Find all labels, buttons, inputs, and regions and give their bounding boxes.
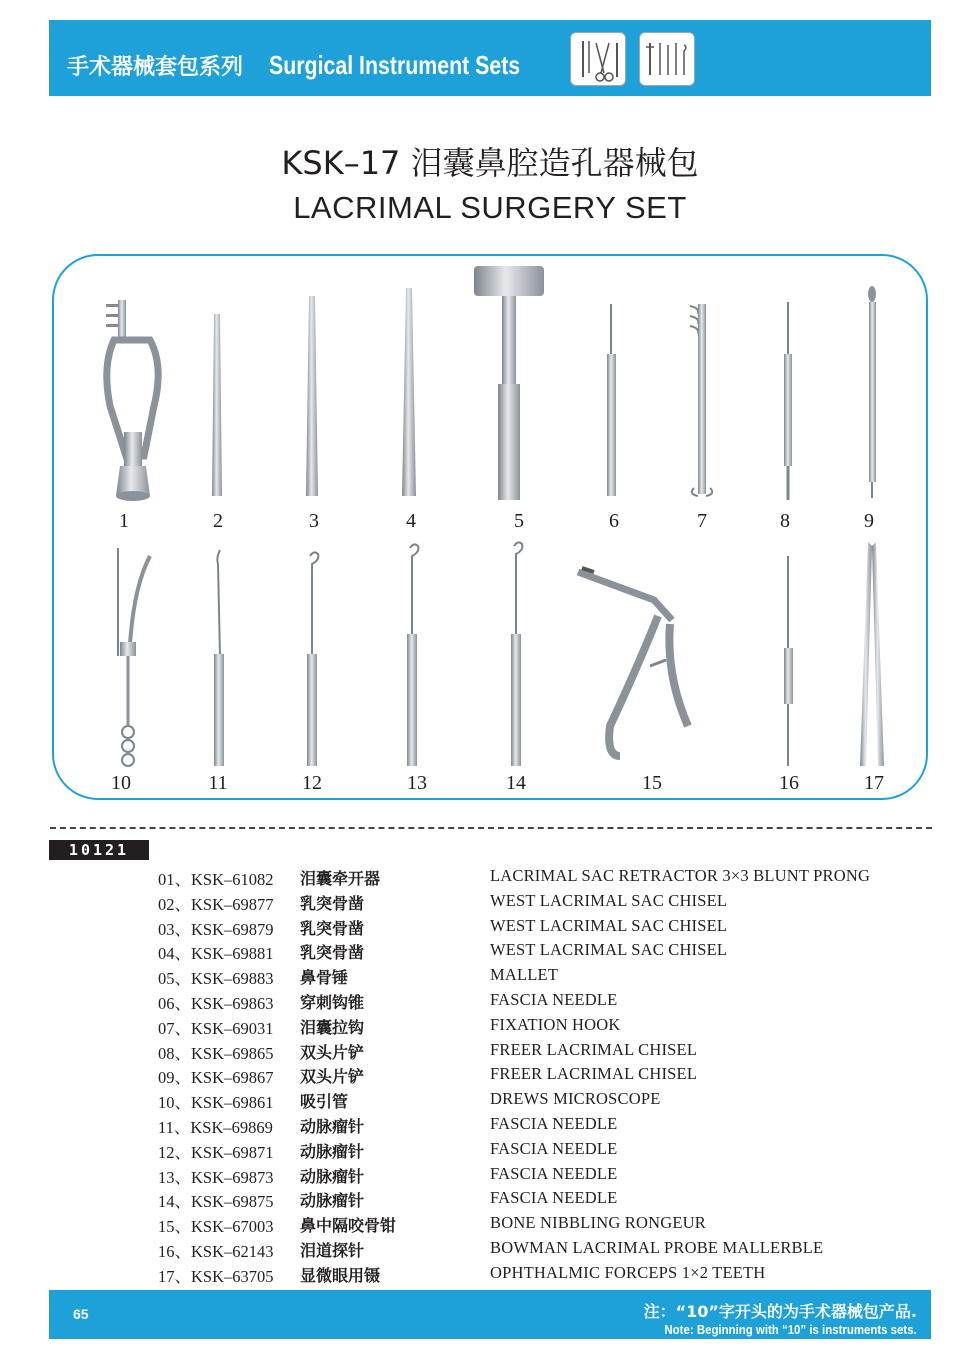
item-code: 11、KSK–69869 (158, 1117, 273, 1137)
figure-number: 5 (514, 510, 524, 532)
item-name-cn: 泪囊牵开器 (300, 869, 381, 888)
item-code: 02、KSK–69877 (158, 894, 274, 914)
instrument-1-retractor (106, 300, 158, 501)
item-name-en: FASCIA NEEDLE (490, 989, 618, 1009)
item-name-en: OPHTHALMIC FORCEPS 1×2 TEETH (490, 1262, 766, 1282)
list-item (158, 1263, 948, 1288)
list-item (158, 990, 948, 1015)
instrument-4-chisel (402, 288, 416, 496)
instrument-10-drews-suction (118, 548, 150, 766)
figure-number: 3 (309, 510, 319, 532)
item-name-en: WEST LACRIMAL SAC CHISEL (490, 940, 728, 960)
list-item (158, 916, 948, 941)
figure-number: 16 (779, 772, 799, 794)
list-item (158, 1015, 948, 1040)
instrument-set-icon (570, 32, 626, 86)
item-name-cn: 双头片铲 (300, 1042, 365, 1062)
item-name-en: FREER LACRIMAL CHISEL (490, 1064, 698, 1084)
instrument-8-freer-chisel (784, 302, 792, 500)
item-name-cn: 乳突骨凿 (300, 918, 365, 938)
instrument-13-fascia-needle (407, 544, 418, 766)
instrument-7-fixation-hook (690, 304, 712, 496)
list-item (158, 1089, 948, 1114)
list-item (158, 1164, 948, 1189)
figure-number: 11 (208, 772, 228, 794)
item-name-en: BOWMAN LACRIMAL PROBE MALLERBLE (490, 1237, 824, 1257)
footer-bar (49, 1290, 931, 1339)
figure-number: 17 (864, 772, 884, 794)
item-code: 14、KSK–69875 (158, 1192, 274, 1212)
figure-number: 13 (407, 772, 427, 794)
item-name-cn: 泪道探针 (300, 1240, 365, 1260)
item-name-cn: 动脉瘤针 (300, 1141, 365, 1161)
figure-number: 12 (302, 772, 322, 794)
instrument-5-mallet (474, 266, 544, 500)
header-title-cn: 手术器械套包系列 (67, 55, 244, 80)
figure-number: 7 (697, 510, 707, 532)
item-code: 07、KSK–69031 (158, 1018, 274, 1038)
figure-number: 14 (506, 772, 526, 794)
section-divider (50, 827, 932, 829)
item-code: 04、KSK–69881 (158, 944, 274, 964)
instrument-illustrations (54, 256, 930, 802)
page-title-en: LACRIMAL SURGERY SET (293, 190, 687, 225)
list-item (158, 940, 948, 965)
item-name-en: FASCIA NEEDLE (490, 1188, 618, 1208)
item-name-cn: 吸引管 (300, 1092, 349, 1112)
instrument-figure-panel (52, 254, 928, 800)
instrument-3-chisel (306, 296, 318, 496)
instrument-list (158, 866, 948, 1288)
instrument-6-fascia-needle (607, 304, 616, 496)
item-code: 12、KSK–69871 (158, 1142, 274, 1162)
list-item (158, 965, 948, 990)
item-name-cn: 泪囊拉钩 (300, 1017, 365, 1037)
item-code: 06、KSK–69863 (158, 993, 274, 1013)
item-name-cn: 动脉瘤针 (300, 1116, 365, 1136)
item-name-cn: 乳突骨凿 (300, 943, 365, 963)
figure-number: 6 (609, 510, 619, 532)
instrument-12-fascia-needle (307, 552, 318, 766)
item-name-en: FASCIA NEEDLE (490, 1138, 618, 1158)
instrument-9-freer-chisel (868, 286, 876, 498)
item-name-en: WEST LACRIMAL SAC CHISEL (490, 890, 728, 910)
list-item (158, 1139, 948, 1164)
product-code-tab: 10121 (49, 840, 149, 860)
list-item (158, 866, 948, 891)
item-code: 01、KSK–61082 (158, 870, 274, 889)
page-title-cn: KSK–17 泪囊鼻腔造孔器械包 (281, 144, 699, 182)
figure-number: 1 (119, 510, 129, 532)
footer-note-en: Note: Beginning with “10” is instruments sets. (664, 1322, 917, 1337)
item-name-cn: 动脉瘤针 (300, 1191, 365, 1211)
item-name-cn: 显微眼用镊 (300, 1265, 381, 1285)
item-code: 03、KSK–69879 (158, 919, 274, 939)
item-name-cn: 鼻骨锤 (300, 968, 349, 988)
item-name-en: FASCIA NEEDLE (490, 1113, 618, 1133)
instrument-15-rongeur (578, 568, 688, 756)
footer-note-cn: 注：“10”字开头的为手术器械包产品. (643, 1302, 917, 1321)
item-code: 16、KSK–62143 (158, 1241, 274, 1261)
figure-number: 10 (111, 772, 131, 794)
page-number: 65 (73, 1306, 89, 1322)
item-code: 13、KSK–69873 (158, 1167, 274, 1187)
list-item (158, 1040, 948, 1065)
instrument-11-fascia-needle (214, 550, 224, 766)
item-name-en: MALLET (490, 965, 559, 985)
header-title-en: Surgical Instrument Sets (269, 50, 521, 80)
item-code: 05、KSK–69883 (158, 969, 274, 989)
item-name-cn: 双头片铲 (300, 1067, 365, 1087)
item-code: 08、KSK–69865 (158, 1043, 274, 1063)
instrument-set-icon (639, 32, 695, 86)
item-name-en: DREWS MICROSCOPE (490, 1089, 661, 1109)
list-item (158, 891, 948, 916)
item-name-en: FREER LACRIMAL CHISEL (490, 1039, 698, 1059)
item-name-en: FASCIA NEEDLE (490, 1163, 618, 1183)
item-code: 09、KSK–69867 (158, 1068, 274, 1088)
item-name-en: BONE NIBBLING RONGEUR (490, 1213, 706, 1233)
header-bar (49, 20, 931, 96)
instrument-2-chisel (212, 314, 222, 496)
item-name-cn: 鼻中隔咬骨钳 (300, 1216, 397, 1236)
list-item (158, 1238, 948, 1263)
instrument-16-bowman-probe (784, 556, 793, 766)
list-item (158, 1188, 948, 1213)
item-name-en: LACRIMAL SAC RETRACTOR 3×3 BLUNT PRONG (490, 866, 871, 885)
list-item (158, 1064, 948, 1089)
instrument-17-forceps (860, 542, 884, 766)
list-item (158, 1213, 948, 1238)
item-name-cn: 动脉瘤针 (300, 1166, 365, 1186)
figure-number: 4 (406, 510, 416, 532)
item-name-en: WEST LACRIMAL SAC CHISEL (490, 915, 728, 935)
instrument-14-fascia-needle (511, 542, 522, 766)
figure-number: 2 (213, 510, 223, 532)
figure-number: 15 (642, 772, 662, 794)
item-code: 17、KSK–63705 (158, 1266, 274, 1286)
item-code: 10、KSK–69861 (158, 1093, 274, 1113)
item-name-en: FIXATION HOOK (490, 1014, 621, 1034)
item-code: 15、KSK–67003 (158, 1217, 274, 1237)
item-name-cn: 穿刺钩锥 (300, 992, 365, 1012)
figure-number: 9 (864, 510, 874, 532)
item-name-cn: 乳突骨凿 (300, 893, 365, 913)
figure-number: 8 (780, 510, 790, 532)
list-item (158, 1114, 948, 1139)
